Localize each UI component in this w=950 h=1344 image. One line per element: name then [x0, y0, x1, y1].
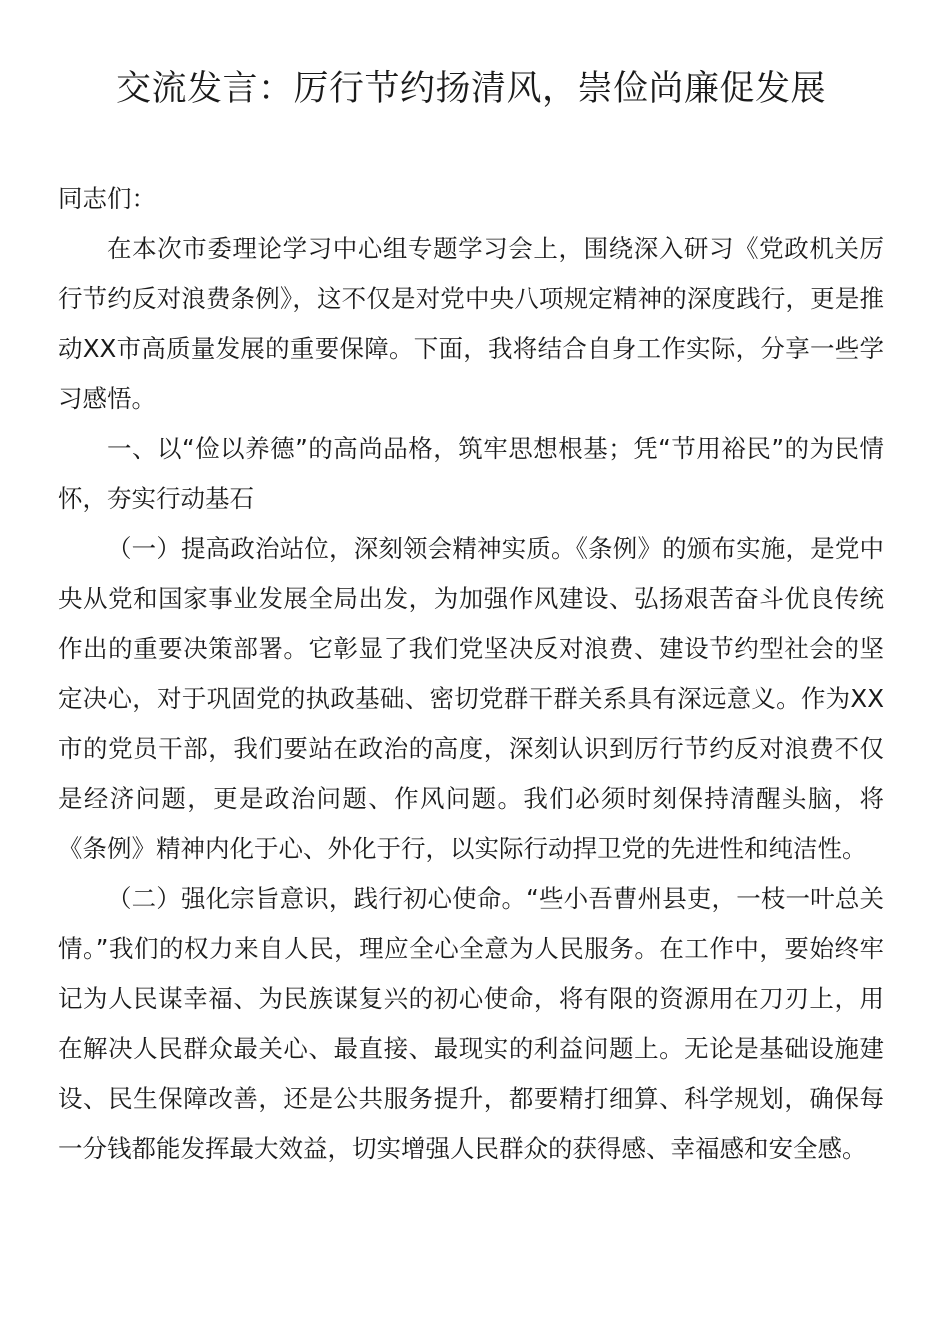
salutation: 同志们：: [58, 184, 156, 213]
document-title: 交流发言：厉行节约扬清风，崇俭尚廉促发展: [115, 69, 826, 109]
section-heading-1: 一、以“俭以养德”的高尚品格，筑牢思想根基；凭“节用裕民”的为民情怀，夯实行动基石: [58, 434, 884, 513]
subsection-paragraph-2: （二）强化宗旨意识，践行初心使命。“些小吾曹州县吏，一枝一叶总关情。”我们的权力来自人民，理应全心全意为人民服务。在工作中，要始终牢记为人民谋幸福、为民族谋复兴的初心使命，将有限的资源用在刀刃上，用在解决人民群众最关心、最直接、最现实的利益问题上。无论是基础设施建设、民生保障改善，还是公共服务提升，都要精打细算、科学规划，确保每一分钱都能发挥最大效益，切实增强人民群众的获得感、幸福感和安全感。: [58, 884, 884, 1163]
subsection-paragraph-1: （一）提高政治站位，深刻领会精神实质。《条例》的颁布实施，是党中央从党和国家事业发展全局出发，为加强作风建设、弘扬艰苦奋斗优良传统作出的重要决策部署。它彰显了我们党坚决反对浪费、建设节约型社会的坚定决心，对于巩固党的执政基础、密切党群干群关系具有深远意义。作为XX市的党员干部，我们要站在政治的高度，深刻认识到厉行节约反对浪费不仅是经济问题，更是政治问题、作风问题。我们必须时刻保持清醒头脑，将《条例》精神内化于心、外化于行，以实际行动捍卫党的先进性和纯洁性。: [58, 534, 884, 863]
intro-paragraph: 在本次市委理论学习中心组专题学习会上，围绕深入研习《党政机关厉行节约反对浪费条例》，这不仅是对党中央八项规定精神的深度践行，更是推动XX市高质量发展的重要保障。下面，我将结合自身工作实际，分享一些学习感悟。: [58, 234, 884, 413]
